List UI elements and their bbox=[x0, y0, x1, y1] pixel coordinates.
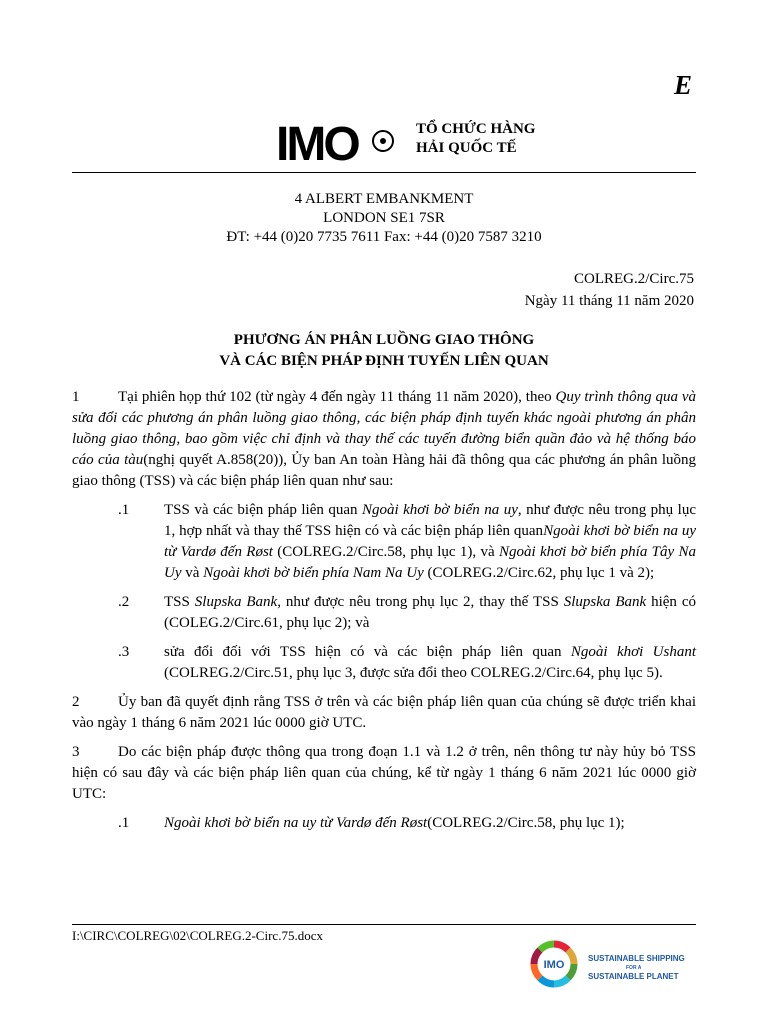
item-number: .3 bbox=[118, 644, 130, 660]
sustainable-shipping-badge bbox=[530, 940, 720, 990]
list-item-1-2 bbox=[72, 592, 696, 634]
imo-logo-text: IMO bbox=[276, 120, 358, 164]
organization-name bbox=[416, 120, 535, 158]
badge-logo-text: IMO bbox=[543, 959, 565, 971]
reference-block bbox=[525, 268, 694, 312]
item-number: .2 bbox=[118, 594, 130, 610]
item-text: Ngoài khơi bờ biển na uy từ Vardø đến Røst(COLREG.2/Circ.58, phụ lục 1); bbox=[164, 815, 625, 831]
badge-line-3: SUSTAINABLE PLANET bbox=[588, 972, 679, 981]
letterhead bbox=[0, 108, 768, 168]
paragraph-2 bbox=[72, 692, 696, 734]
paragraph-number: 2 bbox=[72, 694, 80, 710]
paragraph-number: 1 bbox=[72, 389, 80, 405]
item-number: .1 bbox=[118, 502, 130, 518]
address-line-1: 4 ALBERT EMBANKMENT bbox=[294, 191, 474, 207]
badge-line-2: FOR A bbox=[626, 965, 642, 971]
paragraph-text: Ủy ban đã quyết định rằng TSS ở trên và các biện pháp liên quan của chúng sẽ được triển khai vào ngày 1 tháng 6 năm 2021 lúc 0000 giờ UTC. bbox=[72, 694, 696, 731]
paragraph-1 bbox=[72, 387, 696, 492]
title-line-1: PHƯƠNG ÁN PHÂN LUỒNG GIAO THÔNG bbox=[233, 332, 535, 348]
item-text: TSS Slupska Bank, như được nêu trong phụ lục 2, thay thế TSS Slupska Bank hiện có (COLEG.2/Circ.61, phụ lục 2); và bbox=[164, 594, 697, 631]
paragraph-text: (nghị quyết A.858(20)), Ủy ban An toàn Hàng hải đã thông qua các phương án phân luồng giao thông (TSS) và các biện pháp liên quan như sau: bbox=[72, 452, 696, 489]
title-line-2: VÀ CÁC BIỆN PHÁP ĐỊNH TUYẾN LIÊN QUAN bbox=[219, 353, 549, 369]
circular-code: COLREG.2/Circ.75 bbox=[574, 271, 694, 287]
item-text: TSS và các biện pháp liên quan Ngoài khơi bờ biển na uy, như được nêu trong phụ lục 1, hợp nhất và thay thế TSS hiện có và các biện pháp liên quanNgoài khơi bờ biển na uy từ Vardø đến Røst (COLREG.2/Circ.58, phụ lục 1), và Ngoài khơi bờ biển phía Tây Na Uy và Ngoài khơi bờ biển phía Nam Na Uy (COLREG.2/Circ.62, phụ lục 1 và 2); bbox=[164, 502, 696, 581]
org-name-line-2: HẢI QUỐC TẾ bbox=[416, 140, 517, 156]
header-divider bbox=[72, 172, 696, 173]
procedure-title: Quy trình thông qua và sửa đổi các phương án phân luồng giao thông, các biện pháp định tuyến khác ngoài phương án phân luồng giao thông, bao gồm việc chỉ định và thay thế các tuyến đường biển quần đảo và hệ thống báo cáo của tàu bbox=[72, 389, 696, 468]
item-text: sửa đổi đối với TSS hiện có và các biện pháp liên quan Ngoài khơi Ushant (COLREG.2/Circ.51, phụ lục 3, được sửa đổi theo COLREG.2/Circ.64, phụ lục 5). bbox=[164, 644, 696, 681]
imo-logo bbox=[276, 120, 410, 164]
document-title bbox=[0, 330, 768, 372]
list-item-1-1 bbox=[72, 500, 696, 584]
paragraph-3 bbox=[72, 742, 696, 805]
org-name-line-1: TỔ CHỨC HÀNG bbox=[416, 121, 536, 137]
badge-line-1: SUSTAINABLE SHIPPING bbox=[588, 954, 685, 963]
list-item-1-3 bbox=[72, 642, 696, 684]
paragraph-text: Tại phiên họp thứ 102 (từ ngày 4 đến ngày 11 tháng 11 năm 2020), theo bbox=[118, 389, 556, 405]
phone-label: ĐT bbox=[226, 229, 246, 245]
address-block bbox=[0, 190, 768, 247]
circular-date: Ngày 11 tháng 11 năm 2020 bbox=[524, 293, 694, 309]
address-line-2: LONDON SE1 7SR bbox=[323, 210, 445, 226]
paragraph-number: 3 bbox=[72, 744, 80, 760]
list-item-3-1 bbox=[72, 813, 696, 834]
sdg-wheel-icon bbox=[530, 940, 578, 988]
paragraph-text: Do các biện pháp được thông qua trong đoạn 1.1 và 1.2 ở trên, nên thông tư này hủy bỏ TSS hiện có sau đây và các biện pháp liên quan của chúng, kể từ ngày 1 tháng 6 năm 2021 lúc 0000 giờ UTC: bbox=[72, 744, 696, 802]
contact-line bbox=[0, 228, 768, 247]
file-path: I:\CIRC\COLREG\02\COLREG.2-Circ.75.docx bbox=[72, 928, 323, 943]
document-body bbox=[72, 387, 696, 834]
item-number: .1 bbox=[118, 815, 130, 831]
phone-fax-numbers: : +44 (0)20 7735 7611 Fax: +44 (0)20 7587 3210 bbox=[245, 229, 542, 245]
language-mark: E bbox=[673, 70, 692, 100]
footer-divider bbox=[72, 924, 696, 925]
